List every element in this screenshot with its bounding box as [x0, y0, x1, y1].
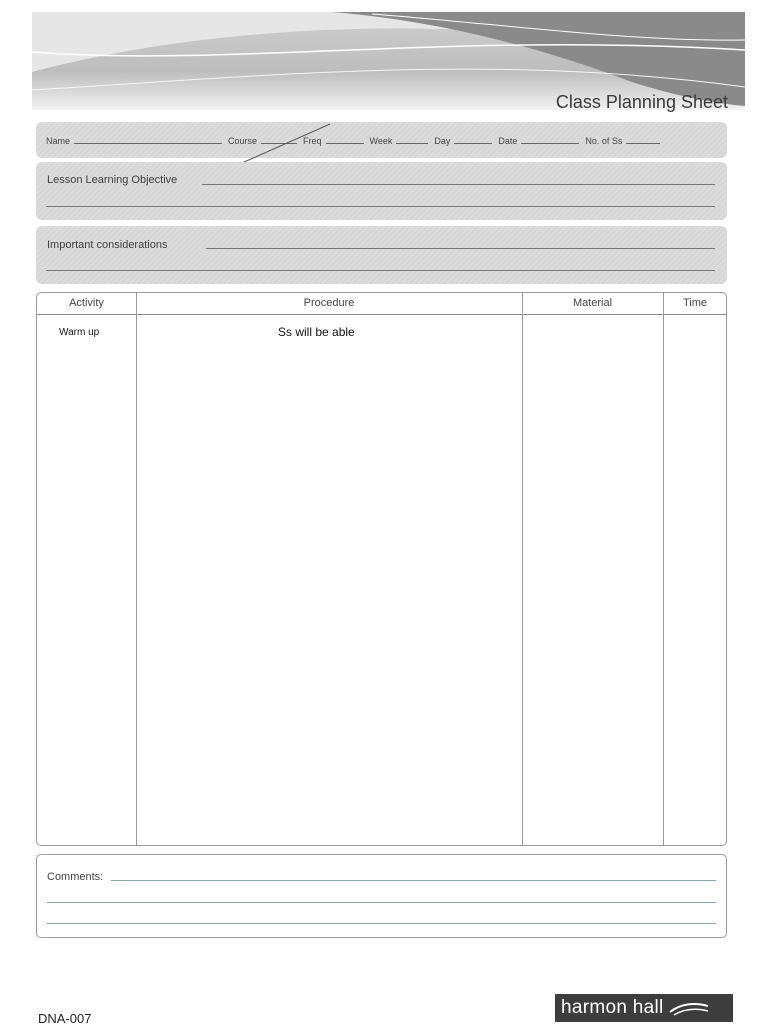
procedure-header: Procedure: [303, 297, 355, 309]
date-label: Date: [498, 136, 518, 146]
objective-panel: [36, 162, 727, 220]
header-divider: [37, 314, 726, 315]
form-code: DNA-007: [38, 1011, 92, 1026]
objective-label: Lesson Learning Objective: [47, 174, 178, 186]
considerations-panel: [36, 226, 727, 284]
comments-line-2[interactable]: [47, 902, 716, 903]
brand-name: harmon hall: [561, 997, 664, 1018]
activity-table: [36, 292, 727, 846]
objective-line-1[interactable]: [202, 184, 715, 185]
no-of-ss-field[interactable]: [626, 143, 660, 144]
day-label: Day: [434, 136, 451, 146]
comments-box: [36, 854, 727, 938]
date-field[interactable]: [521, 143, 579, 144]
swoosh-icon: [668, 1000, 710, 1016]
name-label: Name: [46, 136, 71, 146]
procedure-cell[interactable]: Ss will be able: [278, 325, 355, 339]
column-divider: [663, 293, 664, 845]
page-title: Class Planning Sheet: [555, 92, 728, 112]
column-divider: [136, 293, 137, 845]
week-label: Week: [369, 136, 393, 146]
info-row: [46, 136, 717, 146]
objective-line-2[interactable]: [46, 206, 715, 207]
material-header: Material: [572, 297, 613, 309]
day-field[interactable]: [454, 143, 492, 144]
info-panel: [36, 122, 727, 158]
time-header: Time: [682, 297, 708, 309]
comments-label: Comments:: [47, 871, 104, 883]
considerations-line-1[interactable]: [206, 248, 715, 249]
activity-cell[interactable]: Warm up: [59, 327, 100, 338]
comments-line-3[interactable]: [47, 923, 716, 924]
column-divider: [522, 293, 523, 845]
course-label: Course: [228, 136, 258, 146]
activity-header: Activity: [69, 297, 104, 309]
freq-label: Freq: [303, 136, 322, 146]
considerations-line-2[interactable]: [46, 270, 715, 271]
no-of-ss-label: No. of Ss: [585, 136, 623, 146]
week-field[interactable]: [396, 143, 428, 144]
comments-line-1[interactable]: [111, 880, 716, 881]
brand-logo: [555, 994, 733, 1022]
considerations-label: Important considerations: [47, 239, 168, 251]
